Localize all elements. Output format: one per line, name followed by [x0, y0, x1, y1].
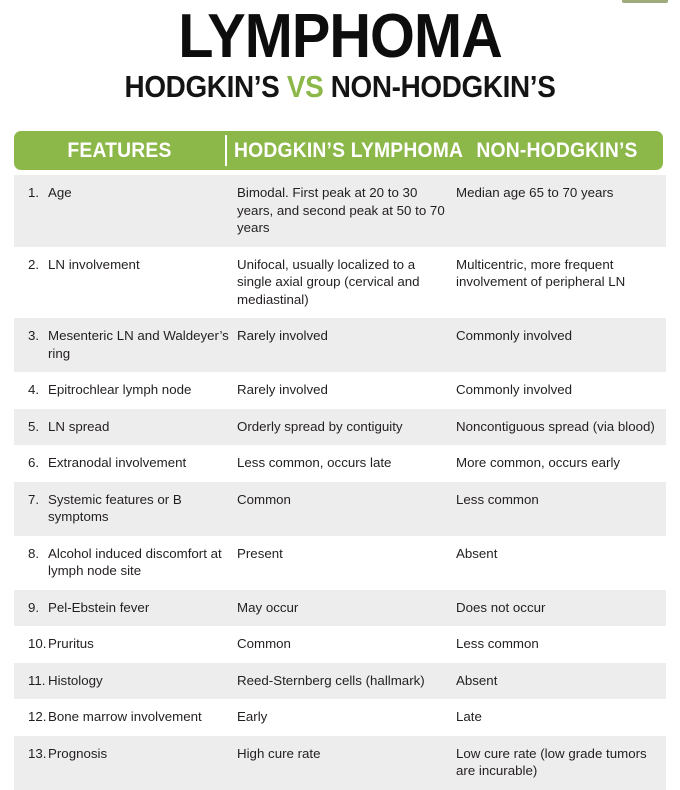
row-number: 4. [28, 382, 40, 397]
cell-hodgkin: Rarely involved [237, 328, 328, 343]
cell-non-hodgkin: Commonly involved [456, 328, 573, 343]
cell-feature [14, 672, 237, 690]
feature-label: LN spread [48, 418, 110, 434]
column-header-features: FEATURES [67, 138, 172, 162]
cell-feature [14, 745, 237, 763]
feature-label: Bone marrow involvement [48, 709, 202, 724]
feature-label: Prognosis [48, 745, 108, 761]
cell-feature [14, 635, 237, 653]
cell-feature [14, 545, 237, 580]
cell-feature [14, 491, 237, 526]
row-number: 3. [28, 328, 40, 343]
row-number: 5. [28, 418, 40, 434]
cell-non-hodgkin: More common, occurs early [456, 455, 621, 470]
table-row [14, 590, 666, 627]
feature-label: Histology [48, 672, 103, 688]
table-row [14, 699, 666, 736]
cell-hodgkin: May occur [237, 599, 299, 615]
feature-label: Epitrochlear lymph node [48, 382, 192, 397]
subtitle-vs: VS [286, 69, 324, 104]
row-number: 6. [28, 455, 40, 470]
table-row [14, 536, 666, 590]
table-row [14, 175, 666, 247]
row-number: 2. [28, 256, 40, 272]
cell-hodgkin: Common [237, 636, 291, 651]
cell-feature [14, 454, 237, 472]
table-row [14, 482, 666, 536]
cell-feature [14, 381, 237, 399]
table-row [14, 663, 666, 700]
cell-feature [14, 599, 237, 617]
cell-non-hodgkin: Late [456, 709, 482, 724]
feature-label: Pruritus [48, 636, 94, 651]
subtitle-left: HODGKIN’S [124, 69, 280, 104]
column-header-non-hodgkin: NON-HODGKIN’S [476, 138, 638, 162]
cell-hodgkin: Present [237, 545, 283, 561]
row-number: 12. [28, 709, 47, 724]
cell-non-hodgkin: Noncontiguous spread (via blood) [456, 418, 655, 434]
cell-hodgkin: Unifocal, usually localized to a single axial group (cervical and mediastinal) [237, 256, 420, 307]
table-row [14, 372, 666, 409]
table-body [14, 175, 666, 790]
cell-feature [14, 418, 237, 436]
cell-hodgkin: Bimodal. First peak at 20 to 30 years, and second peak at 50 to 70 years [237, 185, 445, 235]
table-row [14, 318, 666, 372]
cell-hodgkin: Rarely involved [237, 382, 328, 397]
row-number: 1. [28, 185, 40, 200]
comparison-table [14, 131, 666, 790]
cell-non-hodgkin: Low cure rate (low grade tumors are incurable) [456, 745, 647, 778]
row-number: 8. [28, 545, 40, 561]
row-number: 9. [28, 599, 40, 615]
top-green-fragment [622, 0, 668, 3]
cell-hodgkin: Orderly spread by contiguity [237, 418, 403, 434]
subtitle-right: NON-HODGKIN’S [330, 69, 556, 104]
title-block [0, 0, 680, 104]
feature-label: Alcohol induced discomfort at lymph node site [48, 545, 222, 578]
cell-non-hodgkin: Less common [456, 636, 539, 651]
page-title: LYMPHOMA [178, 2, 502, 71]
table-header-row [14, 131, 663, 170]
table-row [14, 626, 666, 663]
table-row [14, 247, 666, 319]
cell-non-hodgkin: Does not occur [456, 599, 546, 615]
cell-feature [14, 327, 237, 362]
cell-non-hodgkin: Median age 65 to 70 years [456, 185, 614, 200]
cell-non-hodgkin: Absent [456, 672, 498, 688]
row-number: 11. [28, 672, 46, 688]
feature-label: Age [48, 185, 72, 200]
cell-feature [14, 256, 237, 274]
cell-non-hodgkin: Absent [456, 545, 498, 561]
cell-non-hodgkin: Multicentric, more frequent involvement of peripheral LN [456, 256, 626, 289]
column-header-hodgkin: HODGKIN’S LYMPHOMA [234, 138, 464, 162]
row-number: 7. [28, 491, 40, 507]
page-subtitle [34, 70, 646, 104]
row-number: 13. [28, 745, 47, 761]
cell-feature [14, 708, 237, 726]
cell-hodgkin: Common [237, 491, 291, 507]
table-row [14, 409, 666, 446]
feature-label: Extranodal involvement [48, 455, 187, 470]
feature-label: Systemic features or B symptoms [48, 491, 182, 524]
cell-hodgkin: Less common, occurs late [237, 455, 392, 470]
cell-hodgkin: Early [237, 709, 268, 724]
cell-hodgkin: Reed-Sternberg cells (hallmark) [237, 672, 425, 688]
cell-non-hodgkin: Less common [456, 491, 539, 507]
table-row [14, 736, 666, 790]
cell-non-hodgkin: Commonly involved [456, 382, 573, 397]
cell-feature [14, 184, 237, 202]
feature-label: Mesenteric LN and Waldeyer’s ring [48, 328, 229, 361]
table-row [14, 445, 666, 482]
row-number: 10. [28, 636, 47, 651]
cell-hodgkin: High cure rate [237, 745, 321, 761]
feature-label: LN involvement [48, 256, 140, 272]
header-divider [225, 135, 227, 166]
feature-label: Pel-Ebstein fever [48, 599, 150, 615]
